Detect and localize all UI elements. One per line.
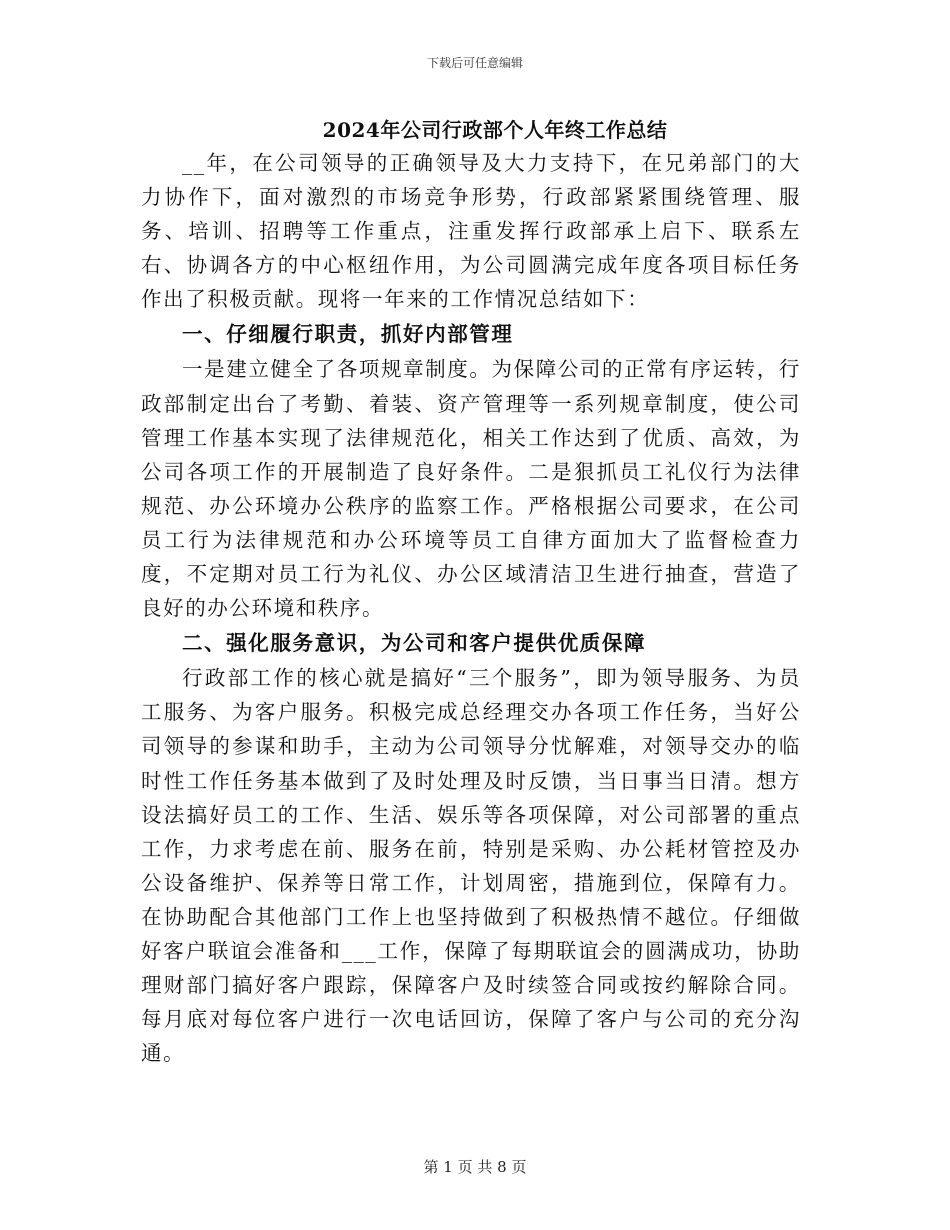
page-footer: 第 1 页 共 8 页 — [423, 1158, 527, 1176]
section-1-paragraph: 一是建立健全了各项规章制度。为保障公司的正常有序运转，行政部制定出台了考勤、着装、资产管理等一系列规章制度，使公司管理工作基本实现了法律规范化，相关工作达到了优质、高效，为公司各项工作的开展制造了良好条件。二是狠抓员工礼仪行为法律规范、办公环境办公秩序的监察工作。严格根据公司要求，在公司员工行为法律规范和办公环境等员工自律方面加大了监督检查力度，不定期对员工行为礼仪、办公区域清洁卫生进行抽查，营造了良好的办公环境和秩序。 — [141, 357, 801, 621]
document-title: 2024年公司行政部个人年终工作总结 — [322, 118, 668, 142]
section-2-paragraph: 行政部工作的核心就是搞好“三个服务”，即为领导服务、为员工服务、为客户服务。积极完成总经理交办各项工作任务，当好公司领导的参谋和助手，主动为公司领导分忧解难，对领导交办的临时性工作任务基本做到了及时处理及时反馈，当日事当日清。想方设法搞好员工的工作、生活、娱乐等各项保障，对公司部署的重点工作，力求考虑在前、服务在前，特别是采购、办公耗材管控及办公设备维护、保养等日常工作，计划周密，措施到位，保障有力。在协助配合其他部门工作上也坚持做到了积极热情不越位。仔细做好客户联谊会准备和___工作，保障了每期联谊会的圆满成功，协助理财部门搞好客户跟踪，保障客户及时续签合同或按约解除合同。每月底对每位客户进行一次电话回访，保障了客户与公司的充分沟通。 — [141, 666, 801, 1066]
section-1-heading: 一、仔细履行职责，抓好内部管理 — [182, 322, 514, 347]
header-note: 下载后可任意编辑 — [426, 56, 523, 70]
document-body — [141, 146, 801, 1070]
intro-paragraph: __年，在公司领导的正确领导及大力支持下，在兄弟部门的大力协作下，面对激烈的市场竞争形势，行政部紧紧围绕管理、服务、培训、招聘等工作重点，注重发挥行政部承上启下、联系左右、协调各方的中心枢纽作用，为公司圆满完成年度各项目标任务作出了积极贡献。现将一年来的工作情况总结如下： — [141, 151, 801, 312]
section-2-heading: 二、强化服务意识，为公司和客户提供优质保障 — [182, 631, 647, 656]
